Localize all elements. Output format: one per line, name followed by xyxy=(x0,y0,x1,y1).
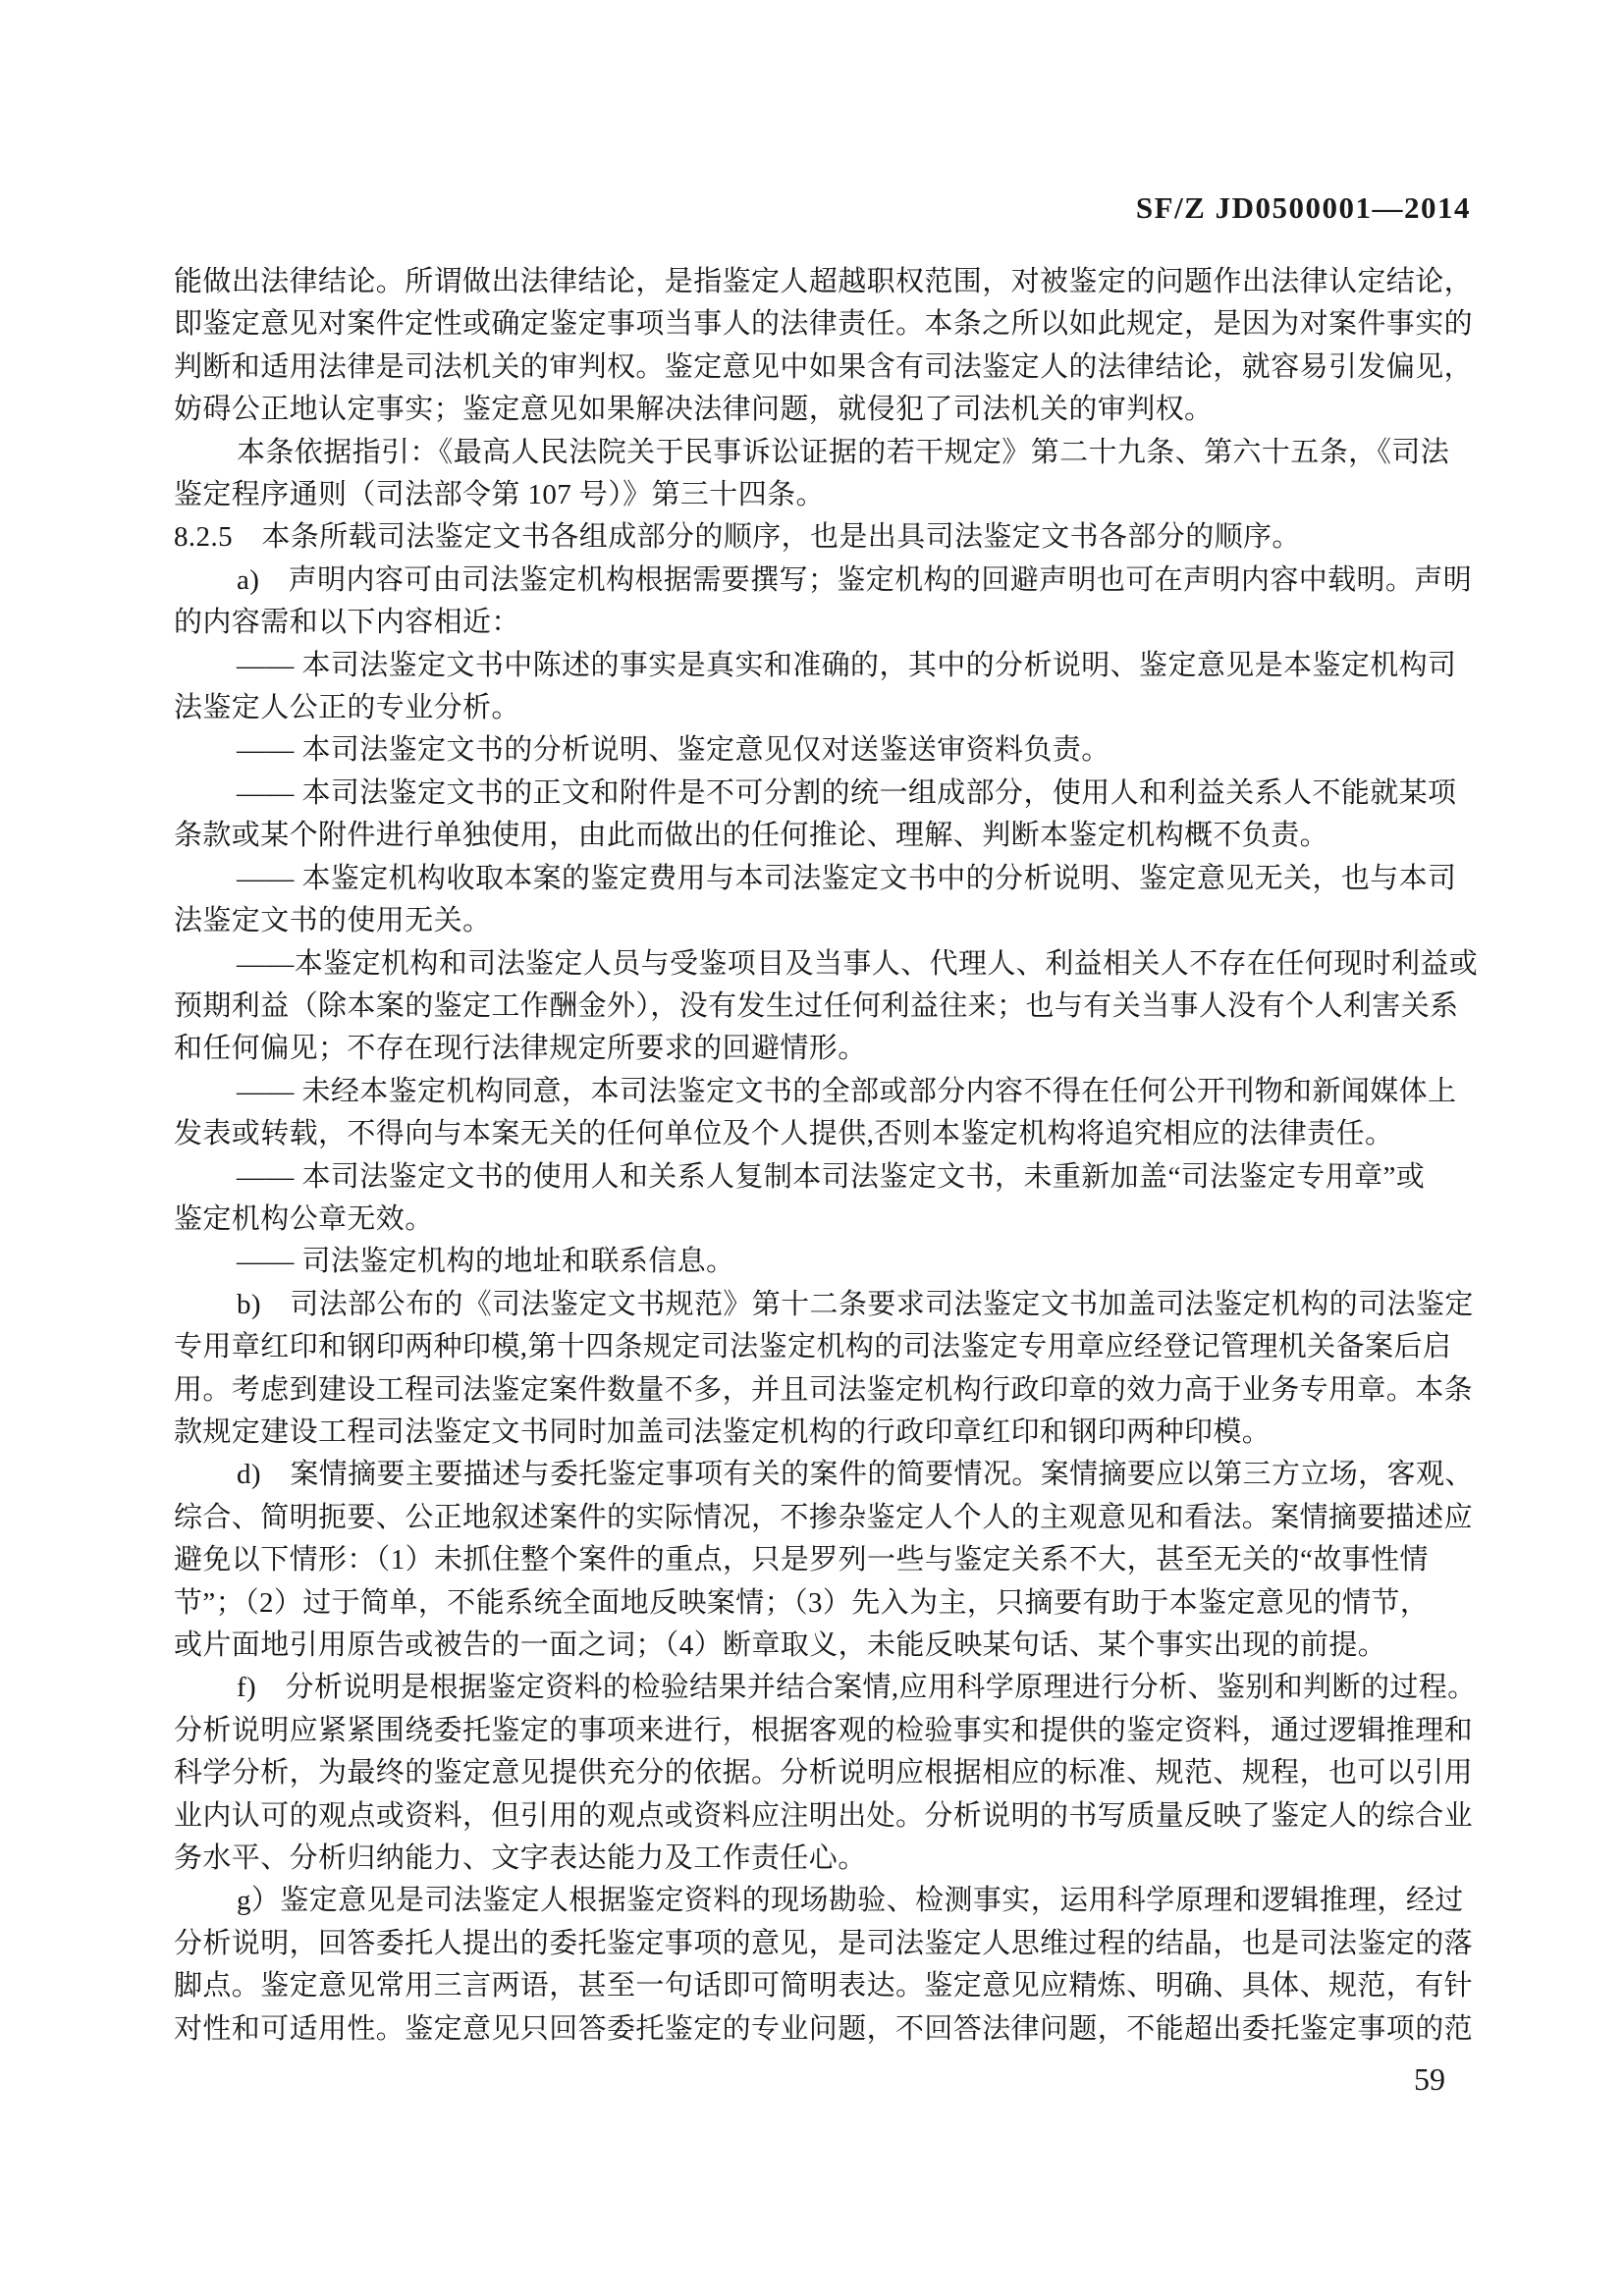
text-line: —— 司法鉴定机构的地址和联系信息。 xyxy=(237,1246,735,1278)
text-line: 脚点。鉴定意见常用三言两语，甚至一句话即可简明表达。鉴定意见应精炼、明确、具体、规范，有针 xyxy=(174,1970,1474,2002)
text-line: 或片面地引用原告或被告的一面之词；（4）断章取义，未能反映某句话、某个事实出现的前提。 xyxy=(174,1629,1387,1661)
document-body xyxy=(174,261,1486,2051)
text-line: 法鉴定文书的使用无关。 xyxy=(174,905,492,937)
text-line: f) 分析说明是根据鉴定资料的检验结果并结合案情,应用科学原理进行分析、鉴别和判断的过程。 xyxy=(237,1672,1477,1704)
text-line: 鉴定机构公章无效。 xyxy=(174,1202,434,1235)
text-line: 款规定建设工程司法鉴定文书同时加盖司法鉴定机构的行政印章红印和钢印两种印模。 xyxy=(174,1415,1272,1448)
text-line: —— 本司法鉴定文书的分析说明、鉴定意见仅对送鉴送审资料负责。 xyxy=(237,734,1110,767)
text-line: 和任何偏见；不存在现行法律规定所要求的回避情形。 xyxy=(174,1033,867,1065)
page-number: 59 xyxy=(1414,2061,1445,2097)
document-code-header: SF/Z JD0500001—2014 xyxy=(1135,190,1471,225)
text-line: —— 本司法鉴定文书的正文和附件是不可分割的统一组成部分，使用人和利益关系人不能就某项 xyxy=(237,776,1457,809)
text-line: 法鉴定人公正的专业分析。 xyxy=(174,692,520,724)
text-line: 8.2.5 本条所载司法鉴定文书各组成部分的顺序，也是出具司法鉴定文书各部分的顺序。 xyxy=(174,521,1301,554)
text-line: 条款或某个附件进行单独使用，由此而做出的任何推论、理解、判断本鉴定机构概不负责。 xyxy=(174,820,1329,852)
text-line: —— 未经本鉴定机构同意，本司法鉴定文书的全部或部分内容不得在任何公开刊物和新闻媒体上 xyxy=(237,1075,1457,1107)
text-line: d) 案情摘要主要描述与委托鉴定事项有关的案件的简要情况。案情摘要应以第三方立场，客观、 xyxy=(237,1459,1474,1491)
text-line: 避免以下情形：（1）未抓住整个案件的重点，只是罗列一些与鉴定关系不大，甚至无关的“故事性情 xyxy=(174,1544,1429,1576)
text-line: 鉴定程序通则（司法部令第 107 号）》第三十四条。 xyxy=(174,479,825,511)
text-line: ——本鉴定机构和司法鉴定人员与受鉴项目及当事人、代理人、利益相关人不存在任何现时利益或 xyxy=(237,947,1479,980)
text-line: 判断和适用法律是司法机关的审判权。鉴定意见中如果含有司法鉴定人的法律结论，就容易引发偏见， xyxy=(174,350,1474,383)
text-line: 业内认可的观点或资料，但引用的观点或资料应注明出处。分析说明的书写质量反映了鉴定人的综合业 xyxy=(174,1799,1474,1832)
text-line: 对性和可适用性。鉴定意见只回答委托鉴定的专业问题，不回答法律问题，不能超出委托鉴定事项的范 xyxy=(174,2012,1474,2045)
text-line: 综合、简明扼要、公正地叙述案件的实际情况，不掺杂鉴定人个人的主观意见和看法。案情摘要描述应 xyxy=(174,1501,1474,1533)
text-line: 发表或转载，不得向与本案无关的任何单位及个人提供,否则本鉴定机构将追究相应的法律责任。 xyxy=(174,1118,1394,1150)
text-line: 能做出法律结论。所谓做出法律结论，是指鉴定人超越职权范围，对被鉴定的问题作出法律认定结论， xyxy=(174,266,1474,297)
text-line: b) 司法部公布的《司法鉴定文书规范》第十二条要求司法鉴定文书加盖司法鉴定机构的司法鉴定 xyxy=(237,1288,1474,1320)
text-line: 专用章红印和钢印两种印模,第十四条规定司法鉴定机构的司法鉴定专用章应经登记管理机关备案后启 xyxy=(174,1331,1452,1363)
text-line: —— 本司法鉴定文书中陈述的事实是真实和准确的，其中的分析说明、鉴定意见是本鉴定机构司 xyxy=(237,649,1457,681)
text-line: 分析说明应紧紧围绕委托鉴定的事项来进行，根据客观的检验事实和提供的鉴定资料，通过逻辑推理和 xyxy=(174,1714,1474,1746)
text-line: 的内容需和以下内容相近： xyxy=(174,607,520,639)
text-line: g）鉴定意见是司法鉴定人根据鉴定资料的现场勘验、检测事实，运用科学原理和逻辑推理，经过 xyxy=(237,1885,1464,1917)
text-line: —— 本鉴定机构收取本案的鉴定费用与本司法鉴定文书中的分析说明、鉴定意见无关，也与本司 xyxy=(237,862,1457,894)
text-line: 节”；（2）过于简单，不能系统全面地反映案情；（3）先入为主，只摘要有助于本鉴定意见的情节， xyxy=(174,1586,1430,1619)
text-line: 即鉴定意见对案件定性或确定鉴定事项当事人的法律责任。本条之所以如此规定，是因为对案件事实的 xyxy=(174,308,1474,341)
text-line: 预期利益（除本案的鉴定工作酬金外），没有发生过任何利益往来；也与有关当事人没有个人利害关系 xyxy=(174,989,1459,1022)
text-line: 妨碍公正地认定事实；鉴定意见如果解决法律问题，就侵犯了司法机关的审判权。 xyxy=(174,394,1214,426)
text-line: a) 声明内容可由司法鉴定机构根据需要撰写；鉴定机构的回避声明也可在声明内容中载明。声明 xyxy=(237,563,1473,596)
text-line: 本条依据指引：《最高人民法院关于民事诉讼证据的若干规定》第二十九条、第六十五条，《司法 xyxy=(237,436,1450,468)
text-line: 分析说明，回答委托人提出的委托鉴定事项的意见，是司法鉴定人思维过程的结晶，也是司法鉴定的落 xyxy=(174,1927,1474,1959)
text-line: 用。考虑到建设工程司法鉴定案件数量不多，并且司法鉴定机构行政印章的效力高于业务专用章。本条 xyxy=(174,1373,1474,1406)
text-line: 科学分析，为最终的鉴定意见提供充分的依据。分析说明应根据相应的标准、规范、规程，也可以引用 xyxy=(174,1757,1474,1789)
text-line: 务水平、分析归纳能力、文字表达能力及工作责任心。 xyxy=(174,1842,867,1875)
text-line: —— 本司法鉴定文书的使用人和关系人复制本司法鉴定文书，未重新加盖“司法鉴定专用章”或 xyxy=(237,1160,1426,1193)
